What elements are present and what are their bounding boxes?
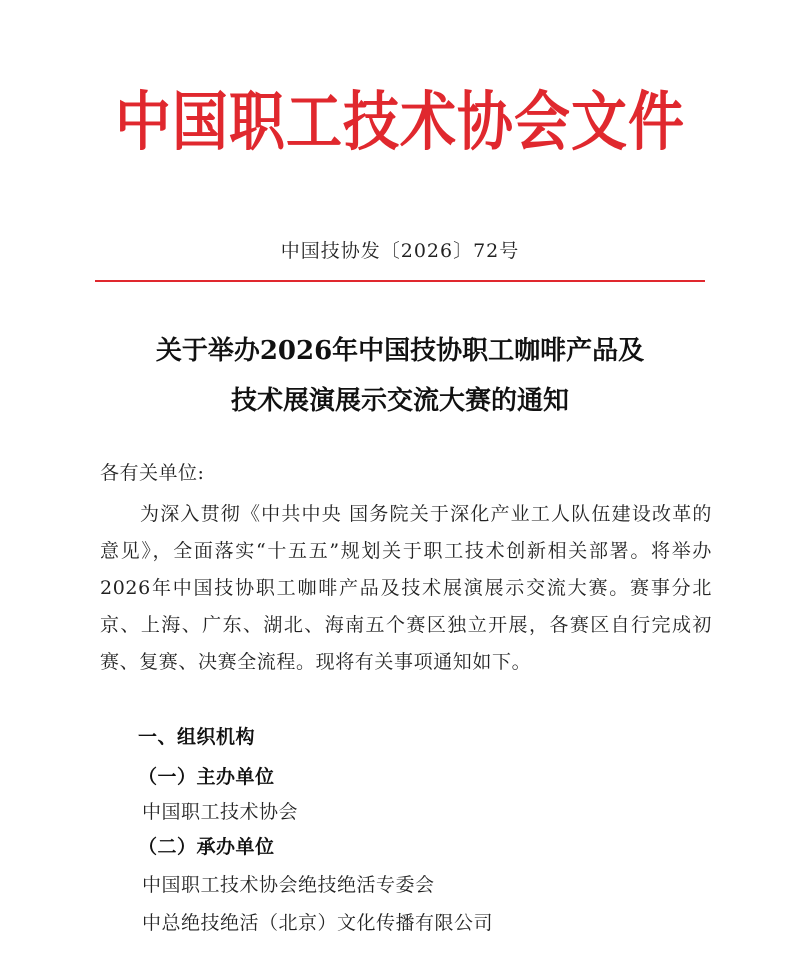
notice-title-line-2: 技术展演展示交流大赛的通知 bbox=[230, 386, 569, 416]
notice-title-line-1: 关于举办2026年中国技协职工咖啡产品及 bbox=[155, 336, 645, 366]
organizer-item: 中总绝技绝活（北京）文化传播有限公司 bbox=[142, 912, 494, 934]
document-number: 中国技协发〔2026〕72号 bbox=[280, 240, 520, 262]
organizer-item: 中国职工技术协会绝技绝活专委会 bbox=[142, 874, 435, 896]
host-organization: 中国职工技术协会 bbox=[142, 801, 299, 823]
section-heading-organization: 一、组织机构 bbox=[138, 726, 256, 748]
salutation: 各有关单位: bbox=[100, 462, 205, 484]
intro-paragraph: 为深入贯彻《中共中央 国务院关于深化产业工人队伍建设改革的意见》，全面落实“十五五”规划关于职工技术创新相关部署。将举办2026年中国技协职工咖啡产品及技术展演展示交流大赛。赛事分北京、上海、广东、湖北、海南五个赛区独立开展，各赛区自行完成初赛、复赛、决赛全流程。现将有关事项通知如下。 bbox=[100, 503, 712, 673]
document-masthead: 中国职工技术协会文件 bbox=[115, 85, 685, 161]
subsection-heading-organizer: （二）承办单位 bbox=[138, 836, 275, 858]
subsection-heading-host: （一）主办单位 bbox=[138, 766, 275, 788]
red-divider-line bbox=[95, 280, 705, 282]
